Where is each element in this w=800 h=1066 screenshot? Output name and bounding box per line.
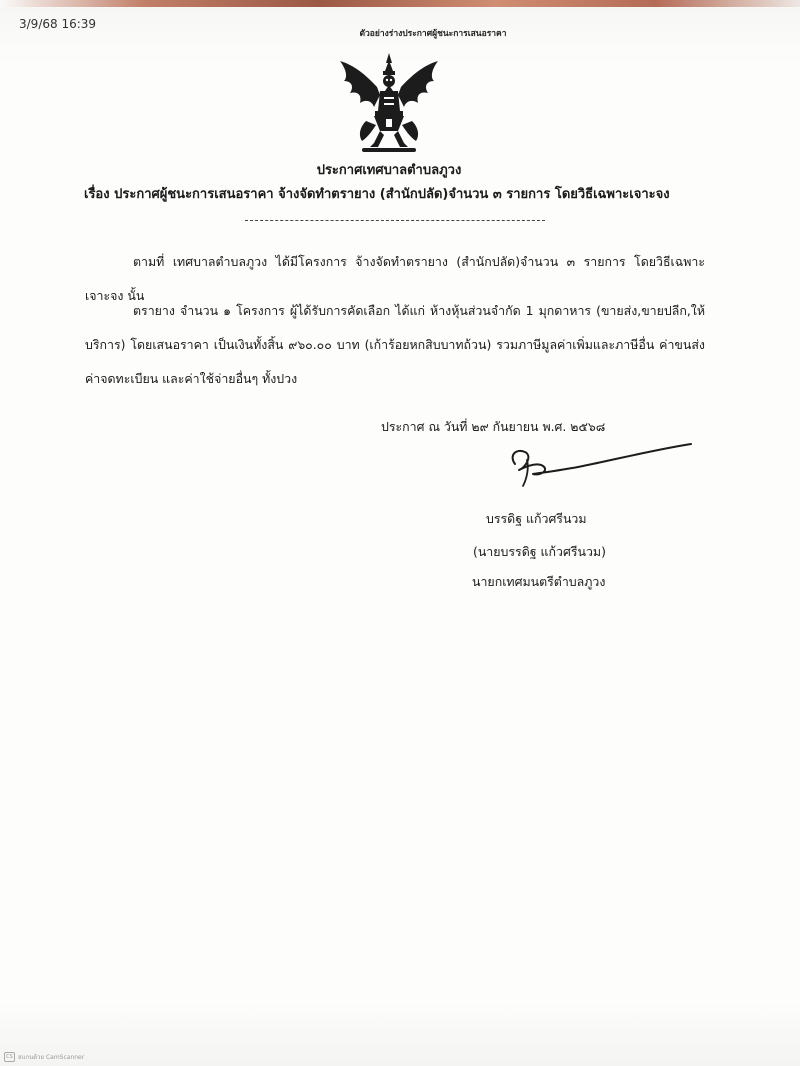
handwritten-signature-icon xyxy=(503,440,693,490)
issuer-title: ประกาศเทศบาลตำบลภูวง xyxy=(316,163,462,178)
scanner-watermark xyxy=(4,1052,84,1062)
body-paragraph-2 xyxy=(85,294,705,396)
signer-full-name: (นายบรรดิฐ แก้วศรีนวม) xyxy=(473,544,606,559)
camscanner-icon: CS xyxy=(4,1052,15,1062)
paragraph-2-text: ตรายาง จำนวน ๑ โครงการ ผู้ได้รับการคัดเลือก ได้แก่ ห้างหุ้นส่วนจำกัด 1 มุกดาหาร (ขายส่ง,ขายปลีก,ให้บริการ) โดยเสนอราคา เป็นเงินทั้งสิ้น ๙๖๐.๐๐ บาท (เก้าร้อยหกสิบบาทถ้วน) รวมภาษีมูลค่าเพิ่มและภาษีอื่น ค่าขนส่ง ค่าจดทะเบียน และค่าใช้จ่ายอื่นๆ ทั้งปวง xyxy=(85,303,705,386)
subject-line: เรื่อง ประกาศผู้ชนะการเสนอราคา จ้างจัดทำตรายาง (สำนักปลัด)จำนวน ๓ รายการ โดยวิธีเฉพาะเจาะจง xyxy=(84,187,670,202)
dashed-separator xyxy=(245,220,545,221)
scanner-label: สแกนด้วย CamScanner xyxy=(18,1054,85,1061)
paragraph-1-text: ตามที่ เทศบาลตำบลภูวง ได้มีโครงการ จ้างจัดทำตรายาง (สำนักปลัด)จำนวน ๓ รายการ โดยวิธีเฉพาะเจาะจง นั้น xyxy=(85,254,705,303)
print-timestamp: 3/9/68 16:39 xyxy=(19,17,97,31)
announcement-date: ประกาศ ณ วันที่ ๒๙ กันยายน พ.ศ. ๒๕๖๘ xyxy=(381,419,606,434)
draft-label: ตัวอย่างร่างประกาศผู้ชนะการเสนอราคา xyxy=(359,29,507,39)
signer-title: นายกเทศมนตรีตำบลภูวง xyxy=(472,574,606,589)
scan-top-edge xyxy=(0,0,800,7)
garuda-emblem-icon xyxy=(332,51,446,155)
signer-name: บรรดิฐ แก้วศรีนวม xyxy=(486,511,587,526)
